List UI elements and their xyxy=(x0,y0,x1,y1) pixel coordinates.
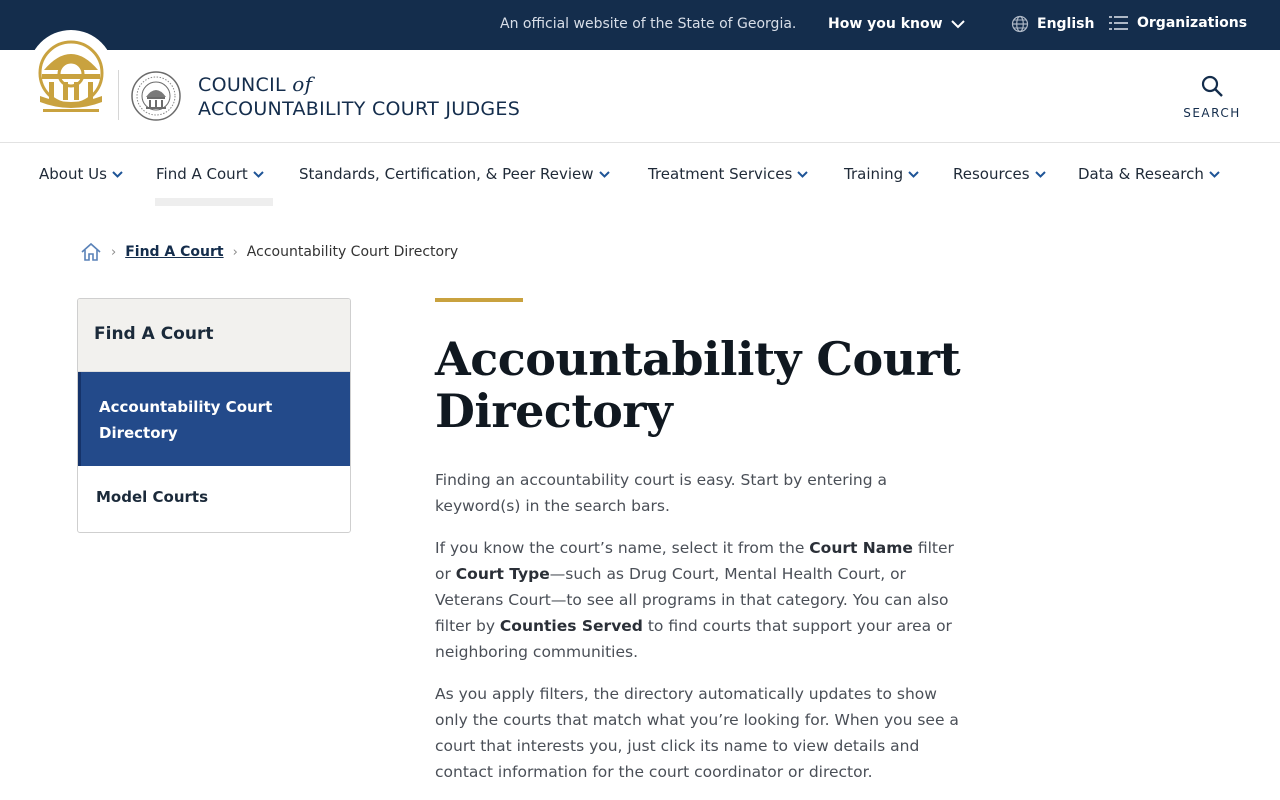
council-site-title[interactable] xyxy=(198,72,520,121)
court-type-term: Court Type xyxy=(455,565,550,583)
arch-columns-icon xyxy=(28,30,114,116)
council-title-of: of xyxy=(292,72,313,96)
section-sidebar xyxy=(77,298,351,533)
chevron-down-icon xyxy=(951,20,965,29)
title-accent-rule xyxy=(435,298,523,302)
chevron-down-icon xyxy=(908,171,919,178)
text-run: If you know the court’s name, select it from the xyxy=(435,539,810,557)
chevron-down-icon xyxy=(253,171,264,178)
seal-icon xyxy=(131,71,181,121)
text-run: filter or xyxy=(435,539,954,583)
language-selector[interactable] xyxy=(1011,15,1094,33)
nav-label: Data & Research xyxy=(1078,165,1204,183)
organizations-label: Organizations xyxy=(1137,15,1248,31)
nav-data-research[interactable] xyxy=(1078,165,1220,183)
nav-label: Treatment Services xyxy=(648,165,793,183)
sidebar-item-accountability-court-directory[interactable]: Accountability Court Directory xyxy=(78,372,350,466)
official-site-text: An official website of the State of Georgia. xyxy=(500,16,797,32)
nav-training[interactable] xyxy=(844,165,919,183)
list-icon xyxy=(1109,16,1128,30)
chevron-right-icon: › xyxy=(232,244,238,260)
nav-label: About Us xyxy=(39,165,107,183)
intro-paragraph: Finding an accountability court is easy. Start by entering a keyword(s) in the search bars. xyxy=(435,471,887,515)
court-name-term: Court Name xyxy=(809,539,913,557)
nav-label: Standards, Certification, & Peer Review xyxy=(299,165,594,183)
header-divider xyxy=(118,70,119,120)
how-you-know-label: How you know xyxy=(828,16,943,32)
council-title-line1: COUNCIL xyxy=(198,74,286,96)
search-label: SEARCH xyxy=(1183,106,1241,120)
nav-label: Training xyxy=(844,165,904,183)
site-header xyxy=(0,50,1280,143)
official-banner xyxy=(0,0,1280,50)
search-icon xyxy=(1200,74,1224,98)
nav-label: Find A Court xyxy=(156,165,248,183)
text-run: —such as Drug Court, Mental Health Court, or Veterans Court—to see all programs in that category. You can also filter by xyxy=(435,565,949,635)
organizations-button[interactable] xyxy=(1109,15,1247,31)
nav-treatment-services[interactable] xyxy=(648,165,808,183)
main-navigation xyxy=(0,143,1280,207)
breadcrumb xyxy=(80,242,458,262)
chevron-down-icon xyxy=(112,171,123,178)
page-title: Accountability Court Directory xyxy=(435,332,961,438)
georgia-state-seal-logo[interactable] xyxy=(28,30,114,116)
how-you-know-button[interactable] xyxy=(828,16,965,32)
sidebar-heading[interactable]: Find A Court xyxy=(78,299,350,372)
breadcrumb-find-a-court[interactable]: Find A Court xyxy=(125,244,224,260)
nav-standards-certification[interactable] xyxy=(299,165,610,183)
breadcrumb-current: Accountability Court Directory xyxy=(246,244,459,260)
chevron-down-icon xyxy=(599,171,610,178)
chevron-down-icon xyxy=(1035,171,1046,178)
chevron-right-icon: › xyxy=(111,244,117,260)
globe-icon xyxy=(1011,15,1029,33)
chevron-down-icon xyxy=(797,171,808,178)
nav-resources[interactable] xyxy=(953,165,1046,183)
council-seal-logo[interactable] xyxy=(131,71,181,125)
nav-find-a-court[interactable] xyxy=(156,165,264,183)
council-title-line2: ACCOUNTABILITY COURT JUDGES xyxy=(198,98,521,120)
search-button[interactable] xyxy=(1180,74,1244,120)
counties-served-term: Counties Served xyxy=(499,617,643,635)
nav-about-us[interactable] xyxy=(39,165,123,183)
language-label: English xyxy=(1037,16,1095,32)
nav-active-indicator xyxy=(155,198,273,206)
sidebar-item-model-courts[interactable]: Model Courts xyxy=(96,488,208,506)
home-icon[interactable] xyxy=(80,242,102,262)
filters-paragraph xyxy=(435,535,960,665)
chevron-down-icon xyxy=(1209,171,1220,178)
results-paragraph: As you apply filters, the directory automatically updates to show only the courts that match what you’re looking for. When you see a court that interests you, just click its name to view details and contact information for the court coordinator or director. xyxy=(435,685,959,781)
text-run: to find courts that support your area or neighboring communities. xyxy=(435,617,952,661)
nav-label: Resources xyxy=(953,165,1030,183)
